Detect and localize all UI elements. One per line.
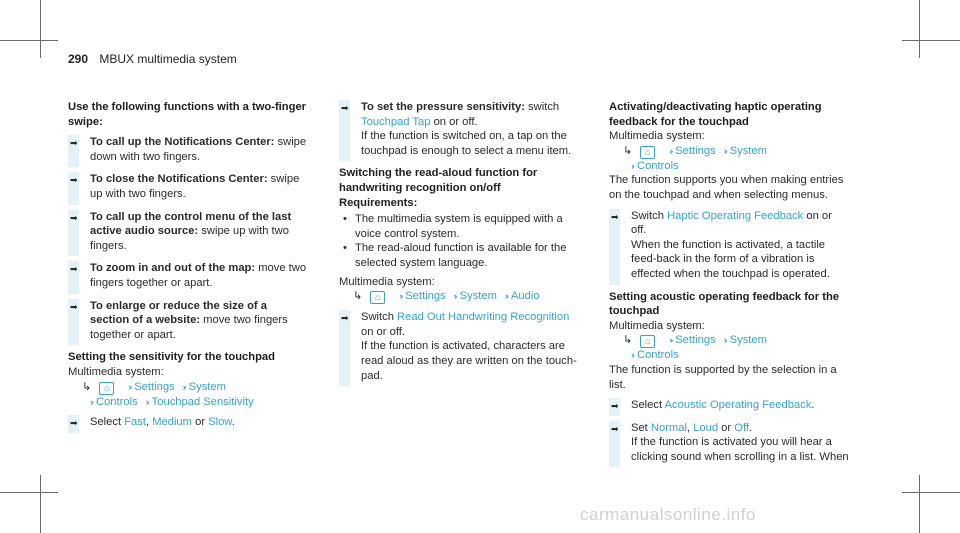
return-arrow-icon: ↳	[623, 144, 633, 157]
instruction-step: ➡ Set Normal, Loud or Off. If the function is activated you will hear a clicking sound when scrolling in a list. When	[609, 421, 849, 465]
step-arrow-icon: ➡	[611, 211, 619, 222]
double-chevron-icon: ››	[182, 381, 185, 392]
menu-path: ↳ ⌂ ›› Settings ›› System	[82, 380, 226, 393]
double-chevron-icon: ››	[399, 291, 402, 302]
section-heading: Switching the read-aloud function for handwriting recognition on/off	[339, 167, 538, 194]
crop-mark	[902, 40, 960, 41]
instruction-step: ➡ Select Acoustic Operating Feedback.	[609, 398, 849, 413]
return-arrow-icon: ↳	[623, 334, 633, 347]
double-chevron-icon: ››	[669, 145, 672, 156]
menu-path: ›› Controls ›› Touchpad Sensitivity	[90, 395, 254, 408]
step-arrow-icon: ➡	[341, 103, 349, 113]
instruction-step: ➡ To zoom in and out of the map: move two fingers together or apart.	[68, 261, 308, 290]
crop-mark	[919, 0, 920, 58]
step-arrow-icon: ➡	[70, 418, 78, 429]
step-arrow-icon: ➡	[70, 138, 78, 149]
section-heading: Setting acoustic operating feedback for the touchpad	[609, 290, 840, 318]
double-chevron-icon: ››	[453, 291, 456, 302]
column-1	[68, 100, 308, 438]
step-arrow-icon: ➡	[70, 212, 78, 223]
instruction-step: ➡ To enlarge or reduce the size of a section of a website: move two fingers together or apart.	[68, 299, 308, 343]
instruction-step: ➡ To set the pressure sensitivity: switch Touchpad Tap on or off. If the function is switched on, a tap on the touchpad is enough to select a menu item.	[339, 100, 579, 158]
return-arrow-icon: ↳	[353, 290, 363, 303]
instruction-step: ➡ To close the Notifications Center: swipe up with two fingers.	[68, 172, 308, 201]
step-arrow-icon: ➡	[70, 264, 78, 275]
page-header	[68, 52, 237, 66]
crop-mark	[40, 0, 41, 58]
double-chevron-icon: ››	[631, 350, 633, 361]
double-chevron-icon: ››	[128, 381, 131, 392]
system-label: Multimedia system:	[68, 365, 164, 378]
step-arrow-icon: ➡	[611, 401, 619, 412]
instruction-step: ➡ To call up the control menu of the last active audio source: swipe up with two fingers.	[68, 210, 308, 254]
page-section-title: MBUX multimedia system	[99, 52, 237, 66]
menu-path: ›› Controls	[631, 159, 679, 172]
double-chevron-icon: ››	[90, 396, 92, 407]
instruction-step: ➡ To call up the Notifications Center: swipe down with two fingers.	[68, 135, 308, 164]
step-arrow-icon: ➡	[341, 313, 349, 324]
crop-mark	[902, 492, 960, 493]
list-item: • The read-aloud function is available for the selected system language.	[339, 241, 579, 270]
instruction-step: ➡ Select Fast, Medium or Slow.	[68, 415, 308, 430]
column-3	[609, 100, 849, 472]
section-heading: Setting the sensitivity for the touchpad	[68, 351, 275, 364]
double-chevron-icon: ››	[145, 396, 148, 407]
page-number: 290	[68, 52, 89, 66]
double-chevron-icon: ››	[723, 145, 726, 156]
section-heading: Activating/deactivating haptic operating feedback for the touchpad	[609, 101, 822, 128]
double-chevron-icon: ››	[669, 335, 672, 346]
list-item: • The multimedia system is equipped with a voice control system.	[339, 212, 579, 241]
return-arrow-icon: ↳	[82, 380, 92, 393]
body-text: The function supports you when making entries on the touchpad and when selecting menus.	[609, 174, 844, 201]
crop-mark	[919, 475, 920, 533]
crop-mark	[40, 475, 41, 533]
menu-path: ↳ ⌂ ›› Settings ›› System	[623, 334, 767, 347]
menu-path: ↳ ⌂ ›› Settings ›› System ›› Audio	[353, 290, 540, 303]
crop-mark	[0, 492, 58, 493]
menu-path: ›› Controls	[631, 349, 679, 362]
double-chevron-icon: ››	[631, 160, 633, 171]
column-2	[339, 100, 579, 391]
watermark: carmanualsonline.info	[580, 505, 756, 524]
instruction-step: ➡ Switch Read Out Handwriting Recognition on or off. If the function is activated, characters are read aloud as they are written on the touch-pad.	[339, 310, 579, 383]
section-heading: Use the following functions with a two-finger swipe:	[68, 101, 307, 128]
home-icon: ⌂	[640, 146, 655, 159]
menu-path: ↳ ⌂ ›› Settings ›› System	[623, 144, 767, 157]
step-arrow-icon: ➡	[70, 301, 78, 312]
crop-mark	[0, 40, 58, 41]
system-label: Multimedia system:	[609, 130, 705, 143]
instruction-step: ➡ Switch Haptic Operating Feedback on or off. When the function is activated, a tactile feed-back in the form of a vibration is effected when the touchpad is operated.	[609, 209, 849, 282]
double-chevron-icon: ››	[504, 291, 507, 302]
body-text: The function is supported by the selection in a list.	[609, 363, 837, 391]
requirements-heading: Requirements:	[339, 196, 418, 209]
home-icon: ⌂	[370, 291, 385, 304]
step-arrow-icon: ➡	[611, 423, 619, 434]
home-icon: ⌂	[640, 335, 655, 348]
double-chevron-icon: ››	[723, 335, 726, 346]
system-label: Multimedia system:	[339, 275, 435, 288]
requirements-list	[339, 212, 579, 270]
step-arrow-icon: ➡	[70, 175, 78, 186]
system-label: Multimedia system:	[609, 319, 705, 332]
home-icon: ⌂	[99, 382, 114, 395]
